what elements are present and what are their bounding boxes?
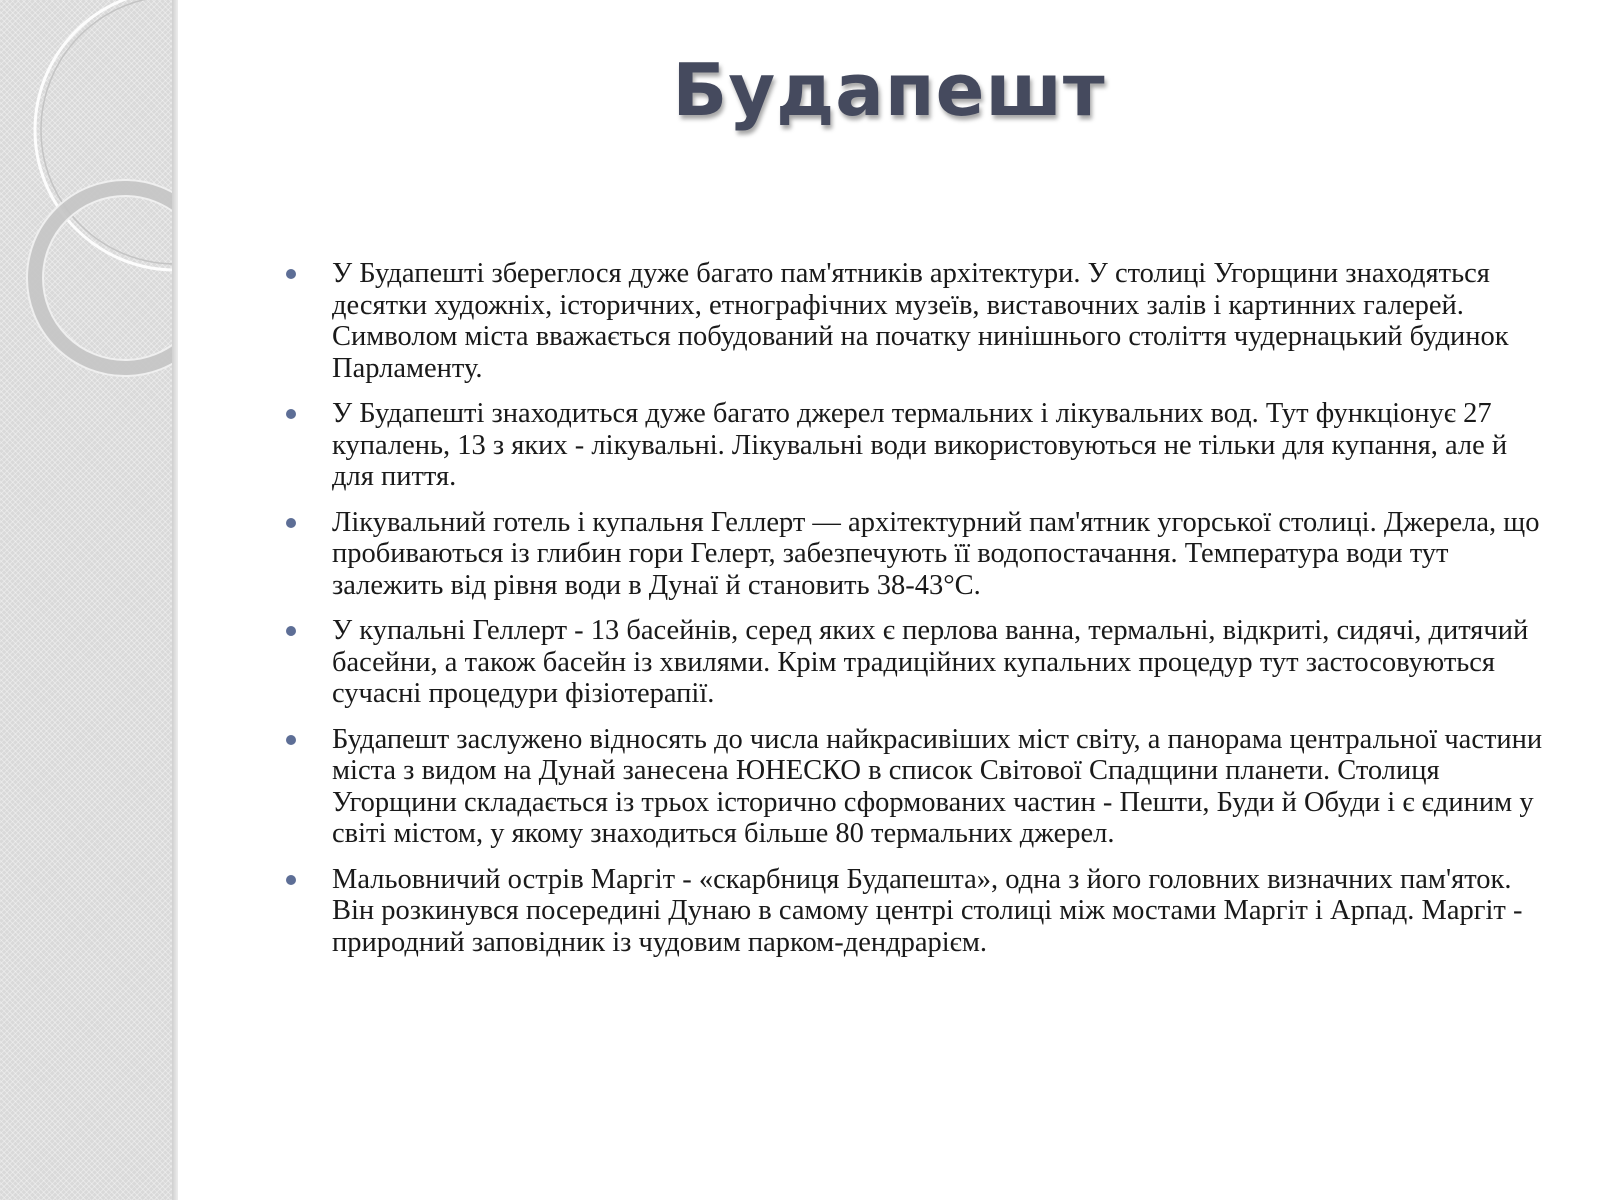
side-panel-edge <box>172 0 178 1200</box>
bullet-item <box>284 864 1546 959</box>
slide-title: Будапешт <box>672 48 1106 132</box>
bullet-item <box>284 724 1546 850</box>
bullet-text: У Будапешті збереглося дуже багато пам'ятників архітектури. У столиці Угорщини знаходяться десятки художніх, історичних, етнографічних музеїв, виставочних залів і картинних галерей. Символом міста вважається побудований на початку нинішнього століття чудернацький будинок Парламенту. <box>332 258 1509 384</box>
bullet-text: Лікувальний готель і купальня Геллерт — архітектурний пам'ятник угорської столиці. Джерела, що пробиваються із глибин гори Гелерт, забезпечують її водопостачання. Температура води тут залежить від рівня води в Дунаї й становить 38-43°С. <box>332 506 1540 601</box>
bullet-text: У купальні Геллерт - 13 басейнів, серед яких є перлова ванна, термальні, відкриті, сидячі, дитячий басейни, а також басейн із хвилями. Крім традиційних купальних процедур тут застосовуються сучасні процедури фізіотерапії. <box>332 615 1529 709</box>
bullet-item <box>284 398 1546 493</box>
bullet-text: Будапешт заслужено відносять до числа найкрасивіших міст світу, а панорама центральної частини міста з видом на Дунай занесена ЮНЕСКО в список Світової Спадщини планети. Столиця Угорщини складається із трьох історично сформованих частин - Пешти, Буди й Обуди і є єдиним у світі містом, у якому знаходиться більше 80 термальних джерел. <box>332 723 1543 849</box>
bullet-dot-icon <box>286 409 296 419</box>
bullet-dot-icon <box>286 518 296 528</box>
bullet-item <box>284 507 1546 602</box>
bullet-dot-icon <box>286 735 296 745</box>
bullet-item <box>284 615 1546 710</box>
decorative-circles-icon <box>0 0 178 420</box>
bullet-dot-icon <box>286 875 296 885</box>
bullet-text: Мальовничий острів Маргіт - «скарбниця Будапешта», одна з його головних визначних пам'яток. Він розкинувся посередині Дунаю в самому центрі столиці між мостами Маргіт і Арпад. Маргіт - природний заповідник із чудовим парком-дендрарієм. <box>332 863 1523 958</box>
bullet-dot-icon <box>286 269 296 279</box>
bullet-text: У Будапешті знаходиться дуже багато джерел термальних і лікувальних вод. Тут функціонує 27 купалень, 13 з яких - лікувальні. Лікувальні води використовуються не тільки для купання, але й для пиття. <box>332 398 1508 492</box>
bullet-dot-icon <box>286 626 296 636</box>
bullet-item <box>284 258 1546 384</box>
bullet-list <box>284 258 1546 972</box>
decorative-side-panel <box>0 0 178 1200</box>
